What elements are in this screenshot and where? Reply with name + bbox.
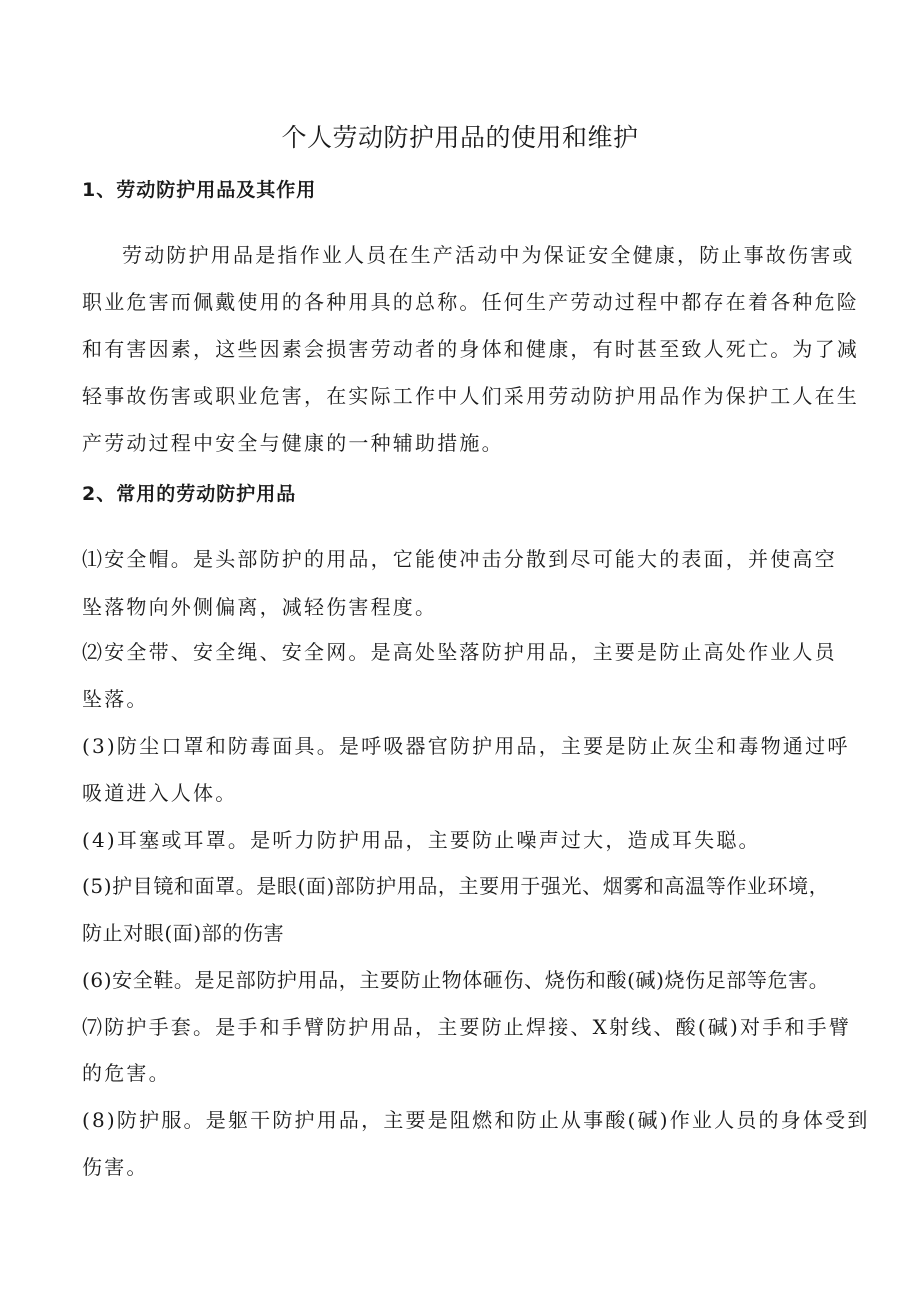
item-7-line-1: ⑺防护手套。是手和手臂防护用品，主要防止焊接、X射线、酸(碱)对手和手臂	[82, 1015, 852, 1039]
section-1-line-3: 和有害因素，这些因素会损害劳动者的身体和健康，有时甚至致人死亡。为了减	[82, 337, 859, 361]
item-1-line-1: ⑴安全帽。是头部防护的用品，它能使冲击分散到尽可能大的表面，并使高空	[82, 547, 837, 571]
item-7-line-2: 的危害。	[82, 1061, 171, 1085]
item-1-line-2: 坠落物向外侧偏离，减轻伤害程度。	[82, 595, 438, 619]
item-3-line-2: 吸道进入人体。	[82, 781, 238, 805]
item-3-line-1: (3)防尘口罩和防毒面具。是呼吸器官防护用品，主要是防止灰尘和毒物通过呼	[82, 734, 850, 758]
item-5-line-2: 防止对眼(面)部的伤害	[82, 921, 285, 945]
item-5-line-1: (5)护目镜和面罩。是眼(面)部防护用品，主要用于强光、烟雾和高温等作业环境，	[82, 874, 830, 898]
item-6-line-1: (6)安全鞋。是足部防护用品，主要防止物体砸伤、烧伤和酸(碱)烧伤足部等危害。	[82, 968, 830, 992]
section-1-heading: 1、劳动防护用品及其作用	[82, 179, 317, 201]
section-1-line-4: 轻事故伤害或职业危害，在实际工作中人们采用劳动防护用品作为保护工人在生	[82, 384, 859, 408]
section-1-line-1: 劳动防护用品是指作业人员在生产活动中为保证安全健康，防止事故伤害或	[122, 243, 855, 267]
item-8-line-2: 伤害。	[82, 1155, 149, 1179]
section-2-heading: 2、常用的劳动防护用品	[82, 483, 297, 505]
section-1-line-2: 职业危害而佩戴使用的各种用具的总称。任何生产劳动过程中都存在着各种危险	[82, 290, 859, 314]
item-8-line-1: (8)防护服。是躯干防护用品，主要是阻燃和防止从事酸(碱)作业人员的身体受到	[82, 1108, 870, 1132]
item-2-line-1: ⑵安全带、安全绳、安全网。是高处坠落防护用品，主要是防止高处作业人员	[82, 640, 837, 664]
section-1-line-5: 产劳动过程中安全与健康的一种辅助措施。	[82, 431, 504, 455]
document-title: 个人劳动防护用品的使用和维护	[281, 123, 639, 152]
item-4-line-1: (4)耳塞或耳罩。是听力防护用品，主要防止噪声过大，造成耳失聪。	[82, 828, 761, 852]
item-2-line-2: 坠落。	[82, 687, 149, 711]
